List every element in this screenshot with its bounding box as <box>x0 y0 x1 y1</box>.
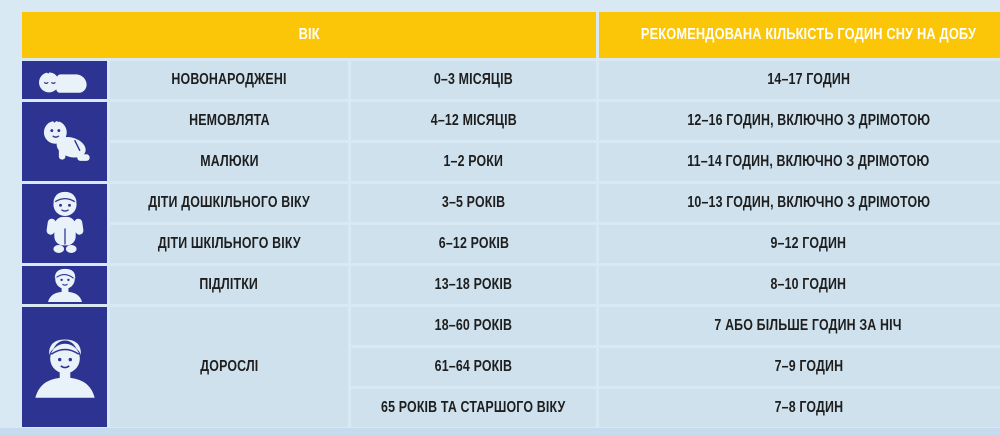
sleep-label: 11–14 ГОДИН, ВКЛЮЧНО З ДРІМОТОЮ <box>687 153 930 170</box>
age-label: 1–2 РОКИ <box>443 153 504 170</box>
sleep-label: 14–17 ГОДИН <box>767 71 850 88</box>
name-label: НОВОНАРОДЖЕНІ <box>171 71 287 88</box>
sleep-cell <box>599 225 1000 263</box>
name-label: НЕМОВЛЯТА <box>188 112 270 129</box>
sleep-label: 8–10 ГОДИН <box>770 276 847 293</box>
sleeping-newborn-icon <box>34 64 96 96</box>
icon-cell-baby <box>22 102 107 181</box>
sleep-label: 7–9 ГОДИН <box>774 358 843 375</box>
age-label: 6–12 РОКІВ <box>438 235 509 252</box>
header-age-label: ВІК <box>298 26 320 43</box>
name-label: ДІТИ ШКІЛЬНОГО ВІКУ <box>157 235 301 252</box>
adult-icon <box>29 336 101 398</box>
toddler-icon <box>43 191 87 257</box>
sleep-label: 9–12 ГОДИН <box>770 235 847 252</box>
name-cell-infants <box>110 102 348 140</box>
sleep-table <box>22 12 978 427</box>
age-label: 61–64 РОКІВ <box>434 358 513 375</box>
header-age <box>22 12 596 58</box>
icon-cell-adult <box>22 307 107 427</box>
sleep-cell <box>599 389 1000 427</box>
teenager-icon <box>39 268 91 302</box>
header-sleep <box>599 12 1000 58</box>
name-label: МАЛЮКИ <box>199 153 259 170</box>
name-label: ДОРОСЛІ <box>199 358 259 375</box>
sleep-cell <box>599 61 1000 99</box>
icon-cell-newborn <box>22 61 107 99</box>
age-cell <box>351 266 596 304</box>
icon-cell-toddler <box>22 184 107 263</box>
sleep-label: 10–13 ГОДИН, ВКЛЮЧНО З ДРІМОТОЮ <box>687 194 930 211</box>
age-label: 65 РОКІВ ТА СТАРШОГО ВІКУ <box>381 399 566 416</box>
sleep-label: 12–16 ГОДИН, ВКЛЮЧНО З ДРІМОТОЮ <box>687 112 930 129</box>
age-cell <box>351 348 596 386</box>
age-label: 3–5 РОКІВ <box>441 194 506 211</box>
name-cell-preschool <box>110 184 348 222</box>
icon-cell-teenager <box>22 266 107 304</box>
sleep-cell <box>599 266 1000 304</box>
name-cell-adults <box>110 307 348 427</box>
age-cell <box>351 143 596 181</box>
age-label: 4–12 МІСЯЦІВ <box>430 112 517 129</box>
sleep-cell <box>599 348 1000 386</box>
name-cell-school <box>110 225 348 263</box>
sleep-cell <box>599 307 1000 345</box>
name-cell-teens <box>110 266 348 304</box>
sleep-cell <box>599 184 1000 222</box>
sleep-cell <box>599 102 1000 140</box>
age-cell <box>351 61 596 99</box>
sleep-label: 7–8 ГОДИН <box>774 399 843 416</box>
age-label: 18–60 РОКІВ <box>434 317 513 334</box>
header-sleep-label: РЕКОМЕНДОВАНА КІЛЬКІСТЬ ГОДИН СНУ НА ДОБУ <box>640 26 977 43</box>
sleep-label: 7 АБО БІЛЬШЕ ГОДИН ЗА НІЧ <box>714 317 903 334</box>
age-cell <box>351 307 596 345</box>
sleep-cell <box>599 143 1000 181</box>
age-cell <box>351 389 596 427</box>
age-label: 0–3 МІСЯЦІВ <box>434 71 513 88</box>
age-cell <box>351 102 596 140</box>
name-label: ДІТИ ДОШКІЛЬНОГО ВІКУ <box>148 194 310 211</box>
age-cell <box>351 184 596 222</box>
name-cell-newborns <box>110 61 348 99</box>
age-cell <box>351 225 596 263</box>
age-label: 13–18 РОКІВ <box>434 276 513 293</box>
name-label: ПІДЛІТКИ <box>199 276 259 293</box>
name-cell-toddlers <box>110 143 348 181</box>
bottom-accent-strip <box>0 428 1000 435</box>
crawling-baby-icon <box>36 118 94 166</box>
